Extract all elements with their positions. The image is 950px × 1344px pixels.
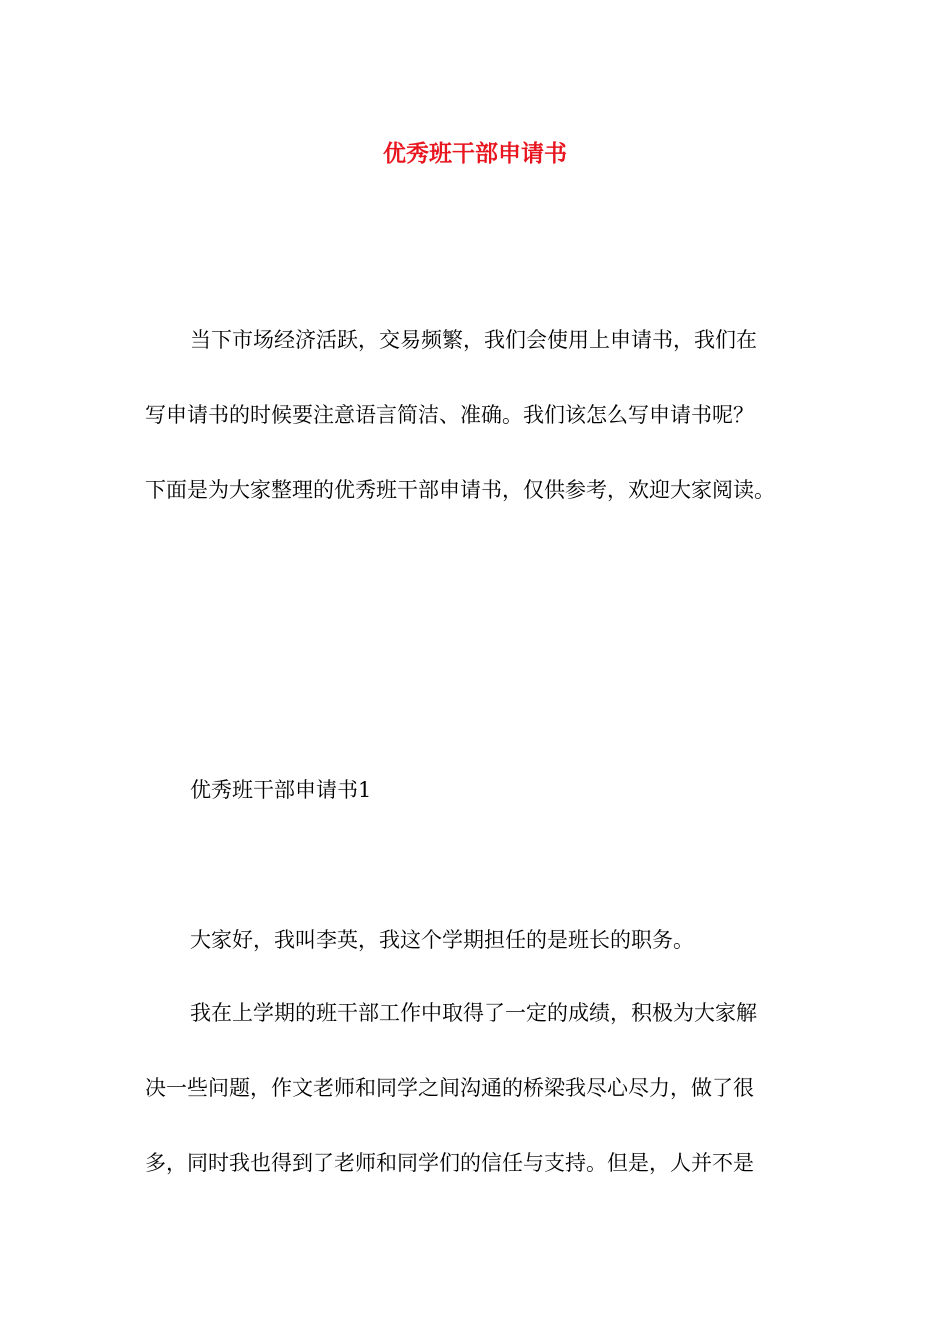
intro-line-2: 写申请书的时候要注意语言简洁、准确。我们该怎么写申请书呢？	[145, 403, 754, 427]
intro-line-1: 当下市场经济活跃，交易频繁，我们会使用上申请书，我们在	[190, 328, 757, 352]
section-heading: 优秀班干部申请书1	[190, 778, 372, 802]
body-line-3: 决一些问题，作文老师和同学之间沟通的桥梁我尽心尽力，做了很	[145, 1076, 754, 1100]
document-title: 优秀班干部申请书	[383, 140, 567, 167]
body-line-4: 多，同时我也得到了老师和同学们的信任与支持。但是，人并不是	[145, 1151, 754, 1175]
intro-line-3: 下面是为大家整理的优秀班干部申请书，仅供参考，欢迎大家阅读。	[145, 478, 775, 502]
body-line-1: 大家好，我叫李英，我这个学期担任的是班长的职务。	[190, 928, 694, 952]
body-line-2: 我在上学期的班干部工作中取得了一定的成绩，积极为大家解	[190, 1001, 757, 1025]
